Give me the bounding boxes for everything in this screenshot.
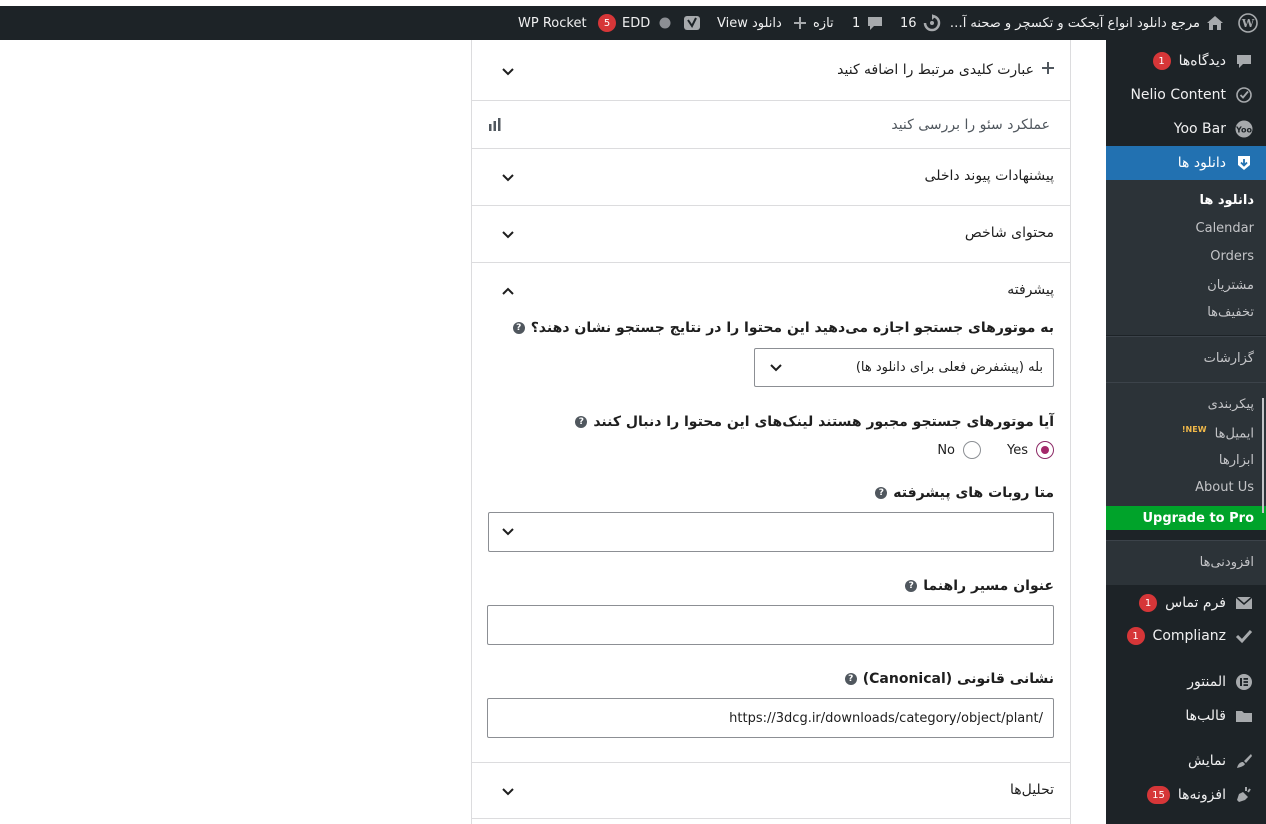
complianz-badge: 1 bbox=[1127, 627, 1145, 645]
svg-text:Yoo: Yoo bbox=[1235, 125, 1253, 135]
search-visibility-label: به موتورهای جستجو اجازه می‌دهید این محتوا را در نتایج جستجو نشان دهند؟ bbox=[530, 320, 1054, 336]
menu-item-templates[interactable] bbox=[1106, 699, 1266, 733]
svg-text:W: W bbox=[1241, 17, 1255, 30]
canonical-url-value: https://3dcg.ir/downloads/category/object/plant/ bbox=[729, 710, 1043, 726]
view-label: View دانلود bbox=[717, 15, 782, 31]
site-name-link[interactable] bbox=[949, 6, 1224, 40]
analysis-label: تحلیل‌ها bbox=[1009, 782, 1054, 798]
plus-icon bbox=[1042, 62, 1054, 78]
menu-item-appearance[interactable] bbox=[1106, 744, 1266, 778]
emails-label: ایمیل‌ها bbox=[1214, 426, 1254, 442]
new-label: تازه bbox=[813, 15, 834, 31]
menu-label: قالب‌ها bbox=[1185, 708, 1226, 724]
bar-chart-icon bbox=[488, 118, 502, 132]
internal-links-label: پیشنهادات پیوند داخلی bbox=[924, 168, 1054, 184]
paintbrush-icon bbox=[1234, 751, 1254, 771]
menu-item-nelio-content[interactable] bbox=[1106, 78, 1266, 112]
yoast-icon[interactable] bbox=[683, 6, 701, 40]
menu-label: فرم تماس bbox=[1165, 595, 1226, 611]
edd-badge: 5 bbox=[598, 14, 616, 32]
plus-icon bbox=[793, 16, 807, 30]
updates-icon bbox=[923, 14, 941, 32]
folder-icon bbox=[1234, 706, 1254, 726]
submenu-customers[interactable]: مشتریان bbox=[1207, 278, 1254, 293]
internal-links-row[interactable] bbox=[472, 149, 1070, 206]
wp-rocket-link[interactable] bbox=[518, 6, 587, 40]
wp-rocket-label: WP Rocket bbox=[518, 15, 587, 31]
menu-item-downloads[interactable] bbox=[1106, 146, 1266, 180]
advanced-header[interactable] bbox=[1007, 282, 1054, 298]
submenu-reports[interactable]: گزارشات bbox=[1203, 351, 1254, 366]
edd-link[interactable] bbox=[598, 6, 650, 40]
breadcrumb-title-input[interactable] bbox=[487, 605, 1054, 645]
add-keyphrase-label: عبارت کلیدی مرتبط را اضافه کنید bbox=[837, 62, 1034, 78]
submenu-downloads[interactable]: دانلود ها bbox=[1199, 193, 1254, 208]
menu-label: Nelio Content bbox=[1130, 87, 1226, 103]
meta-robots-select[interactable] bbox=[488, 512, 1054, 552]
menu-item-yoo-bar[interactable] bbox=[1106, 112, 1266, 146]
menu-label: Yoo Bar bbox=[1173, 121, 1226, 137]
yes-label: Yes bbox=[1007, 442, 1028, 458]
canonical-url-input[interactable] bbox=[487, 698, 1054, 738]
plugins-badge: 15 bbox=[1147, 786, 1170, 804]
no-label: No bbox=[937, 442, 955, 458]
updates-count: 16 bbox=[900, 15, 917, 31]
analysis-row[interactable] bbox=[472, 763, 1070, 819]
yoast-metabox-panel bbox=[471, 40, 1071, 824]
breadcrumb-title-question bbox=[905, 578, 1054, 594]
canonical-url-label: نشانی قانونی (Canonical) bbox=[862, 671, 1054, 687]
menu-label: دانلود ها bbox=[1177, 155, 1226, 171]
menu-item-comments[interactable] bbox=[1106, 44, 1266, 78]
meta-robots-question bbox=[875, 485, 1054, 501]
updates-link[interactable] bbox=[900, 6, 941, 40]
comment-icon bbox=[1234, 51, 1254, 71]
breadcrumb-title-label: عنوان مسیر راهنما bbox=[923, 578, 1054, 594]
checkmark-icon bbox=[1234, 626, 1254, 646]
upgrade-to-pro-button[interactable]: Upgrade to Pro bbox=[1106, 506, 1266, 530]
wordpress-logo-icon[interactable] bbox=[1238, 6, 1258, 40]
menu-label: المنتور bbox=[1187, 674, 1226, 690]
comment-icon bbox=[866, 14, 884, 32]
yes-radio[interactable] bbox=[1036, 441, 1054, 459]
search-visibility-value: بله (پیشفرض فعلی برای دانلود ها) bbox=[855, 360, 1043, 375]
menu-label: Complianz bbox=[1152, 628, 1226, 644]
menu-label: دیدگاه‌ها bbox=[1178, 53, 1226, 69]
contact-badge: 1 bbox=[1139, 594, 1157, 612]
seo-performance-row[interactable] bbox=[472, 101, 1070, 149]
admin-sidebar-menu bbox=[1106, 40, 1266, 824]
no-radio[interactable] bbox=[963, 441, 981, 459]
home-icon bbox=[1206, 14, 1224, 32]
meta-robots-label: متا روبات های پیشرفته bbox=[893, 485, 1054, 501]
cornerstone-row[interactable] bbox=[472, 206, 1070, 263]
comments-badge: 1 bbox=[1153, 52, 1171, 70]
addons-group bbox=[1106, 541, 1266, 585]
edd-label: EDD bbox=[622, 15, 651, 31]
seo-status-dot-icon bbox=[659, 6, 671, 40]
submenu-emails[interactable] bbox=[1182, 425, 1254, 441]
menu-label: نمایش bbox=[1187, 753, 1226, 769]
new-content-link[interactable] bbox=[793, 6, 834, 40]
chevron-down-icon[interactable] bbox=[500, 170, 516, 186]
settings-group bbox=[1106, 383, 1266, 506]
menu-item-plugins[interactable] bbox=[1106, 778, 1266, 812]
reports-group bbox=[1106, 337, 1266, 382]
submenu-addons[interactable]: افزودنی‌ها bbox=[1199, 555, 1254, 570]
submenu-tools[interactable]: ابزارها bbox=[1218, 453, 1254, 468]
yoo-logo-icon bbox=[1234, 119, 1254, 139]
comments-count: 1 bbox=[852, 15, 861, 31]
menu-item-complianz[interactable] bbox=[1106, 619, 1266, 653]
help-icon[interactable]: ? bbox=[905, 580, 917, 592]
chevron-down-icon[interactable] bbox=[500, 227, 516, 243]
comments-link[interactable] bbox=[852, 6, 884, 40]
search-visibility-question bbox=[513, 320, 1054, 336]
advanced-label: پیشرفته bbox=[1007, 282, 1054, 298]
follow-links-question bbox=[575, 414, 1054, 430]
chevron-down-icon bbox=[769, 361, 783, 375]
download-icon bbox=[1234, 153, 1254, 173]
canonical-url-question bbox=[845, 671, 1054, 687]
seo-performance-label: عملکرد سئو را بررسی کنید bbox=[891, 117, 1050, 133]
chevron-down-icon[interactable] bbox=[500, 784, 516, 800]
admin-bar bbox=[0, 0, 1266, 40]
cornerstone-label: محتوای شاخص bbox=[964, 225, 1054, 241]
submenu-about[interactable]: About Us bbox=[1195, 480, 1254, 495]
menu-item-elementor[interactable] bbox=[1106, 665, 1266, 699]
advanced-section bbox=[472, 263, 1070, 763]
envelope-icon bbox=[1234, 593, 1254, 613]
plug-icon bbox=[1234, 785, 1254, 805]
submenu-discounts[interactable]: تخفیف‌ها bbox=[1207, 305, 1254, 320]
elementor-icon bbox=[1234, 672, 1254, 692]
submenu-calendar[interactable]: Calendar bbox=[1195, 221, 1254, 236]
nelio-check-icon bbox=[1234, 85, 1254, 105]
view-download-link[interactable] bbox=[717, 6, 782, 40]
downloads-submenu bbox=[1106, 180, 1266, 335]
submenu-settings[interactable]: پیکربندی bbox=[1207, 397, 1254, 412]
help-icon[interactable]: ? bbox=[513, 322, 525, 334]
chevron-up-icon[interactable] bbox=[500, 283, 516, 299]
search-visibility-select[interactable] bbox=[754, 348, 1054, 387]
menu-scrollbar[interactable] bbox=[1262, 398, 1264, 513]
submenu-orders[interactable]: Orders bbox=[1210, 249, 1254, 264]
help-icon[interactable]: ? bbox=[875, 487, 887, 499]
follow-links-radios bbox=[937, 441, 1054, 459]
chevron-down-icon[interactable] bbox=[500, 64, 516, 80]
menu-label: افزونه‌ها bbox=[1177, 787, 1226, 803]
new-tag: NEW! bbox=[1181, 425, 1207, 434]
menu-item-contact-form[interactable] bbox=[1106, 586, 1266, 620]
follow-links-label: آیا موتورهای جستجو مجبور هستند لینک‌های این محتوا را دنبال کنند bbox=[593, 414, 1054, 430]
add-keyphrase-row[interactable] bbox=[472, 40, 1070, 101]
admin-bar-inner bbox=[0, 6, 1266, 40]
site-name: مرجع دانلود انواع آبجکت و تکسچر و صحنه آ… bbox=[949, 15, 1200, 31]
help-icon[interactable]: ? bbox=[575, 416, 587, 428]
chevron-down-icon bbox=[501, 525, 515, 539]
help-icon[interactable]: ? bbox=[845, 673, 857, 685]
